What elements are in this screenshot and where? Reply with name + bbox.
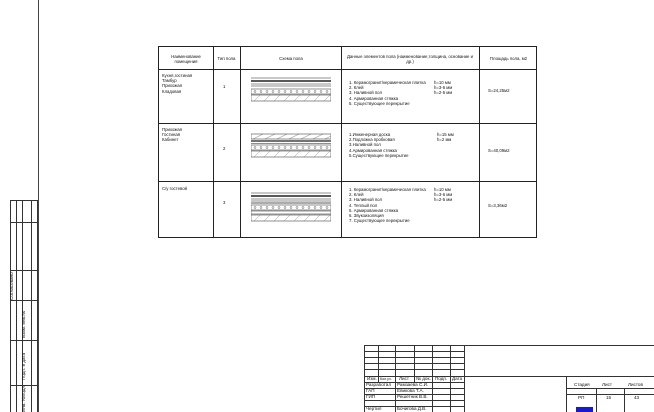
header-area: Площадь пола, м2 [489,56,528,62]
stamp-col-date: Дата [452,376,463,381]
row1-elements [349,80,426,106]
stamp-person: Рамзаева С.И. [397,382,429,387]
element-item: 4. Армированная стяжка [349,95,399,101]
row2-rooms [162,127,182,143]
left-margin-strip [5,200,38,412]
element-item: 5. Армированная стяжка [349,207,399,213]
header-elements: Данные элементов пола (наименование,толщина, основание и др.) [346,53,474,64]
floor-scheme-1 [251,77,331,103]
floor-scheme-2 [251,133,331,159]
row2-type: 2 [223,146,226,151]
company-logo-mark [576,407,593,412]
row2-area: S=40,09м2 [488,148,510,153]
room-name: Прихожая [162,83,182,89]
row1-area: S=24,25м2 [488,88,510,93]
stamp-sheet-value: 15 [606,395,612,400]
stamp-person: Бочигова Д.В. [397,406,427,411]
stamp-col-change: Изм. [367,376,377,381]
col-divider [479,47,480,237]
row-divider [159,123,536,124]
element-item: 5. Существующее перекрытие [349,100,410,106]
element-item: 4. Теплый пол [349,202,378,208]
room-name: Кухня,гостиная [162,73,193,78]
stamp-col-docnum: № док. [416,376,431,381]
element-item: 2. Клей [349,85,364,91]
element-item: 7. Существующее перекрытие [349,218,410,224]
header-room: Наименование помещения [171,53,201,64]
row-divider [159,69,536,70]
thickness-value: h=2-5 мм [434,90,453,96]
room-name: Прихожая [162,127,182,132]
stamp-person: Решетник В.В. [397,394,428,399]
room-name: С/у гостевой [162,186,187,191]
stamp-sheets-label: Листов [628,382,643,387]
stamp-role: ГАП [366,388,375,393]
element-item: 1. Керамогранит/керамическая плитка [349,187,426,192]
stamp-col-qty: Кол.уч. [380,377,392,381]
element-item: 1. Керамогранит/керамическая плитка [349,80,426,85]
stamp-role: Разработал [366,382,392,387]
row3-area: S=3,36м2 [488,203,508,208]
margin-label-agreed: Согласовано [9,272,14,300]
element-item: 3. Наливной пол [349,90,382,96]
floor-table [158,46,537,238]
room-name: Кладовая [162,88,182,94]
col-divider [213,47,214,237]
row2-elements [349,132,408,158]
row1-thickness [434,80,452,96]
thickness-value: h=3-6 мм [434,192,453,198]
row-divider [159,181,536,182]
row3-type: 3 [223,200,226,205]
element-item: 2.Подложка пробковая [349,137,395,143]
row3-elements [349,187,426,223]
thickness-value: h=2-5 мм [434,197,453,203]
margin-label-replaced: Взам. инв.№ [21,310,26,338]
row1-rooms [162,73,192,94]
element-item: 3. Наливной пол [349,197,382,203]
stamp-sheets-value: 43 [634,395,640,400]
col-divider [341,47,342,237]
row2-thickness [437,132,454,142]
stamp-sheet-label: Лист [602,382,612,387]
stamp-col-sheet: Лист [399,376,409,381]
stamp-stage-value: РП [578,395,585,400]
room-name: Тамбур [162,78,177,84]
element-item: 4.Армированная стяжка [349,147,397,153]
thickness-value: h=10 мм [434,80,451,85]
floor-scheme-3 [251,192,331,222]
row1-type: 1 [223,84,226,89]
stamp-col-signature: Подп. [435,376,448,381]
element-item: 1.Инженерная доска [349,132,391,137]
stamp-role: ГИП [366,394,376,399]
element-item: 6. Звукоизоляция [349,212,384,218]
stamp-person: Евикова Т.А. [397,388,424,393]
title-block [364,345,654,412]
element-item: 3.Наливной пол [349,142,381,148]
thickness-value: h=10 мм [434,187,451,192]
col-divider [240,47,241,237]
element-item: 5.Существующее перекрытие [349,152,409,158]
margin-label-signature-date: Подп. и дата [21,352,26,380]
header-type: Тип пола [217,56,236,62]
header-scheme: Схема пола [279,56,303,62]
row3-thickness [434,187,452,203]
stamp-stage-label: Стадия [574,382,590,387]
thickness-value: h=2 мм [437,137,452,143]
thickness-value: h=3-6 мм [434,85,453,91]
stamp-role: Чертил [366,406,382,411]
row3-rooms [162,186,187,191]
element-item: 2. Клей [349,192,364,198]
margin-label-inventory: Инв. №подл. [21,384,26,412]
room-name: Кабинет [162,137,179,143]
room-name: Гостиная [162,132,181,138]
thickness-value: h=15 мм [437,132,454,137]
